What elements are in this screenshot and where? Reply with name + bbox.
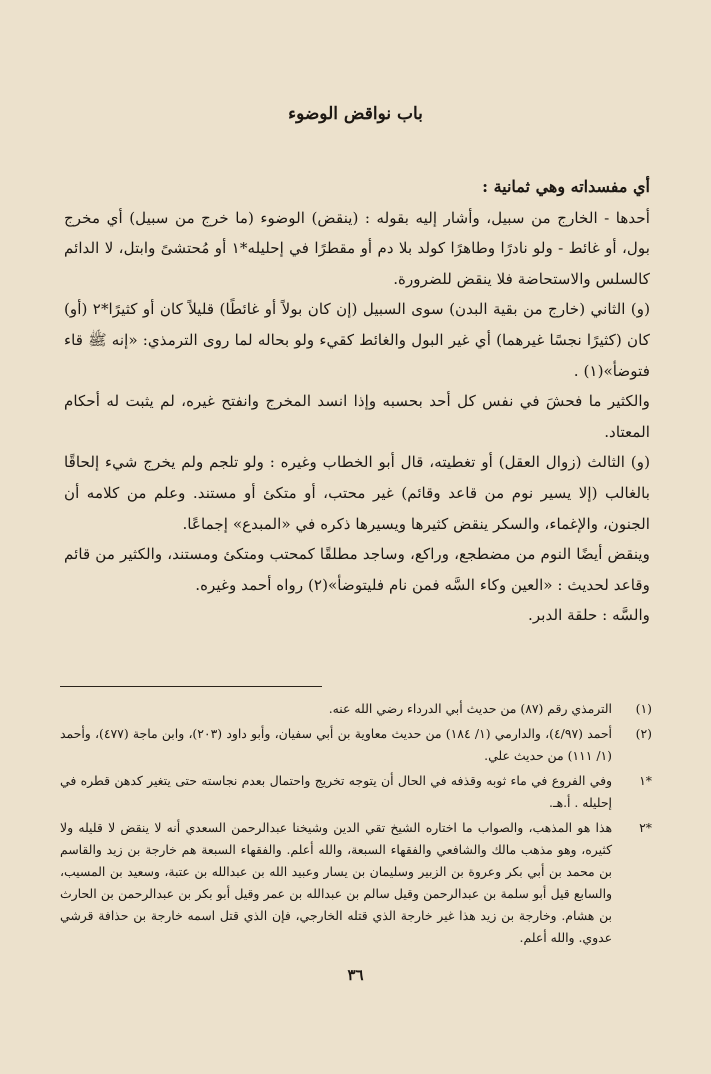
paragraph-4: (و) الثالث (زوال العقل) أو تغطيته، قال أبو الخطاب وغيره : ولو تلجم ولم يخرج شيء إلحاقًا بالغالب (إلا يسير نوم من قاعد وقائم) غير محتب، أو متكئ أو مستند. وعلم من كلامه أن الجنون، والإغماء، والسكر ينقض كثيرها ويسيرها ذكره في «المبدع» إجماعًا.	[64, 453, 650, 533]
footnote-number: *٢	[639, 820, 652, 835]
main-text	[64, 172, 650, 631]
footnote-2	[60, 723, 652, 767]
footnote-4	[60, 817, 652, 949]
footnote-text: أحمد (٤/٩٧)، والدارمي (١/ ١٨٤) من حديث معاوية بن أبي سفيان، وأبو داود (٢٠٣)، وابن ماجة (٤٧٧)، وأحمد (١/ ١١١) من حديث علي.	[60, 726, 612, 763]
chapter-title: باب نواقض الوضوء	[288, 104, 423, 124]
footnote-number: (١)	[635, 701, 652, 716]
footnote-separator	[60, 686, 322, 687]
footnotes	[60, 698, 652, 952]
footnote-text: الترمذي رقم (٨٧) من حديث أبي الدرداء رضي الله عنه.	[328, 701, 612, 716]
paragraph-3: والكثير ما فحشَ في نفس كل أحد بحسبه وإذا انسد المخرج وانفتح غيره، لم يثبت له أحكام المعتاد.	[64, 392, 650, 441]
paragraph-2: (و) الثاني (خارج من بقية البدن) سوى السبيل (إن كان بولاً أو غائطًا) قليلاً كان أو كثيرًا*٢ (أو) كان (كثيرًا نجسًا غيرهما) أي غير البول والغائط كقيء ولو بحاله لما روى الترمذي: «إنه ﷺ قاء فتوضأ»(١) .	[64, 300, 650, 380]
paragraph-6: والسَّه : حلقة الدبر.	[528, 606, 650, 625]
paragraph-5: وينقض أيضًا النوم من مضطجع، وراكع، وساجد مطلقًا كمحتب ومتكئ ومستند، والكثير من قائم وقاعد لحديث : «العين وكاء السَّه فمن نام فليتوضأ»(٢) رواه أحمد وغيره.	[64, 545, 650, 594]
section-heading: أي مفسداته وهي ثمانية :	[482, 177, 650, 196]
footnote-number: *١	[639, 773, 652, 788]
footnote-text: وفي الفروع في ماء ثوبه وقذفه في الحال أن يتوجه تخريج واحتمال بعدم نجاسته حتى يتغير كدهن قطره في إحليله . أ.هـ.	[60, 773, 612, 810]
paragraph-1: أحدها - الخارج من سبيل، وأشار إليه بقوله : (ينقض) الوضوء (ما خرج من سبيل) أي مخرج بول، أو غائط - ولو نادرًا وطاهرًا كولد بلا دم أو مقطرًا في إحليله*١ أو مُحتشىً وابتل، لا الدائم كالسلس والاستحاضة فلا ينقض للضرورة.	[64, 208, 650, 288]
footnote-number: (٢)	[635, 726, 652, 741]
footnote-1	[60, 698, 652, 720]
page-number: ٣٦	[347, 966, 364, 984]
footnote-text: هذا هو المذهب، والصواب ما اختاره الشيخ تقي الدين وشيخنا عبدالرحمن السعدي أنه لا ينقض لا قليله ولا كثيره، وهو مذهب مالك والشافعي والفقهاء السبعة، والله أعلم. والفقهاء السبعة هم خارجة بن زيد والقاسم بن محمد بن أبي بكر وعروة بن الزبير وسليمان بن يسار وعبيد الله بن عبدالله بن عتبة، وسعيد بن المسيب، والسابع قيل أبو سلمة بن عبدالرحمن وقيل سالم بن عبدالله بن عمر وقيل أبو بكر بن عبدالرحمن بن الحارث بن هشام. وخارجة بن زيد هذا غير خارجة الذي قتله الخارجي، فإن الذي قتل اسمه خارجة بن حذافة قرشي عدوي. والله أعلم.	[60, 820, 612, 945]
footnote-3	[60, 770, 652, 814]
